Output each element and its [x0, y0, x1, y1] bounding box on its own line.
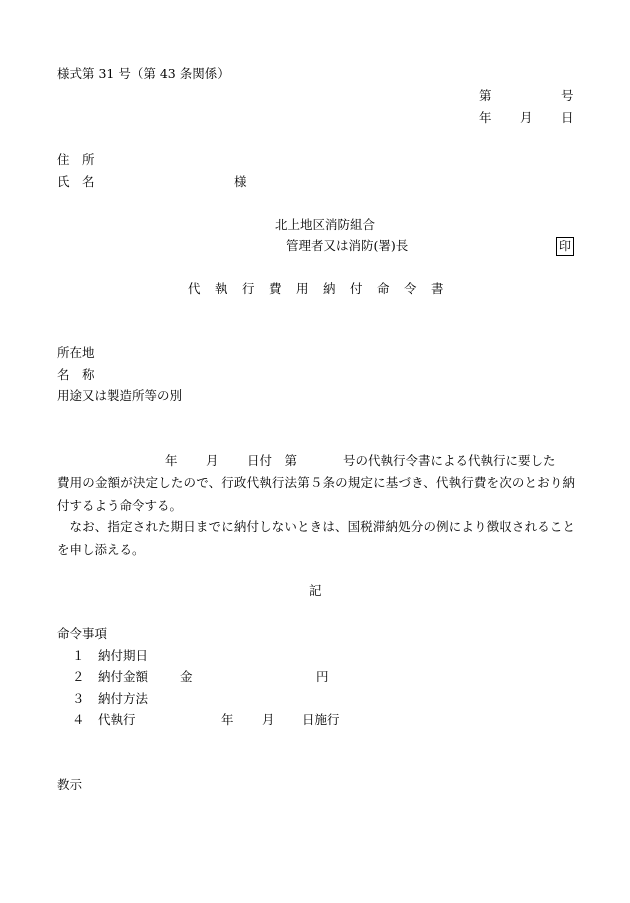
name-label: 氏 名 [57, 174, 95, 189]
orders-heading: 命令事項 [57, 626, 108, 641]
location-label: 所在地 [57, 345, 95, 360]
body-paragraph-2: なお、指定された期日までに納付しないときは、国税滞納処分の例により徴収されることを申し添える。 [57, 519, 575, 557]
body-day-dated: 日付 第 [247, 453, 298, 468]
order-item-1-num: １ [72, 648, 85, 663]
order-item-4-num: ４ [72, 712, 85, 727]
honorific: 様 [234, 174, 247, 189]
seal-stamp: 印 [556, 237, 574, 256]
order-item-2-yen: 円 [316, 669, 329, 684]
target-name-label: 名 称 [57, 367, 95, 382]
body-paragraph-1: 費用の金額が決定したので、行政代執行法第５条の規定に基づき、代執行費を次のとおり納付するよう命令する。 [57, 475, 575, 513]
order-item-2-num: ２ [72, 669, 85, 684]
body-year: 年 [165, 453, 178, 468]
body-month: 月 [206, 453, 219, 468]
ki-label: 記 [309, 583, 322, 598]
order-item-3-label: 納付方法 [98, 691, 149, 706]
document-title: 代執行費用納付命令書 [188, 281, 459, 296]
doc-number-suffix: 号 [561, 88, 574, 103]
order-item-4-label: 代執行 [98, 712, 136, 727]
order-item-3-num: ３ [72, 691, 85, 706]
order-item-1-label: 納付期日 [98, 648, 149, 663]
doc-date-year: 年 [479, 110, 492, 125]
address-label: 住 所 [57, 152, 95, 167]
order-item-4-month: 月 [262, 712, 275, 727]
body-rest: 号の代執行令書による代執行に要した [343, 453, 556, 468]
form-label: 様式第 31 号（第 43 条関係） [57, 66, 230, 81]
order-item-2-kin: 金 [180, 669, 193, 684]
order-item-2-label: 納付金額 [98, 669, 149, 684]
usage-label: 用途又は製造所等の別 [57, 388, 183, 403]
doc-date-month: 月 [520, 110, 533, 125]
doc-number-prefix: 第 [479, 88, 492, 103]
issuer-title: 管理者又は消防(署)長 [286, 238, 409, 253]
order-item-4-day-exec: 日施行 [302, 712, 340, 727]
issuer-org: 北上地区消防組合 [275, 217, 376, 232]
doc-date-day: 日 [561, 110, 574, 125]
order-item-4-year: 年 [221, 712, 234, 727]
kyoji-label: 教示 [57, 777, 83, 792]
